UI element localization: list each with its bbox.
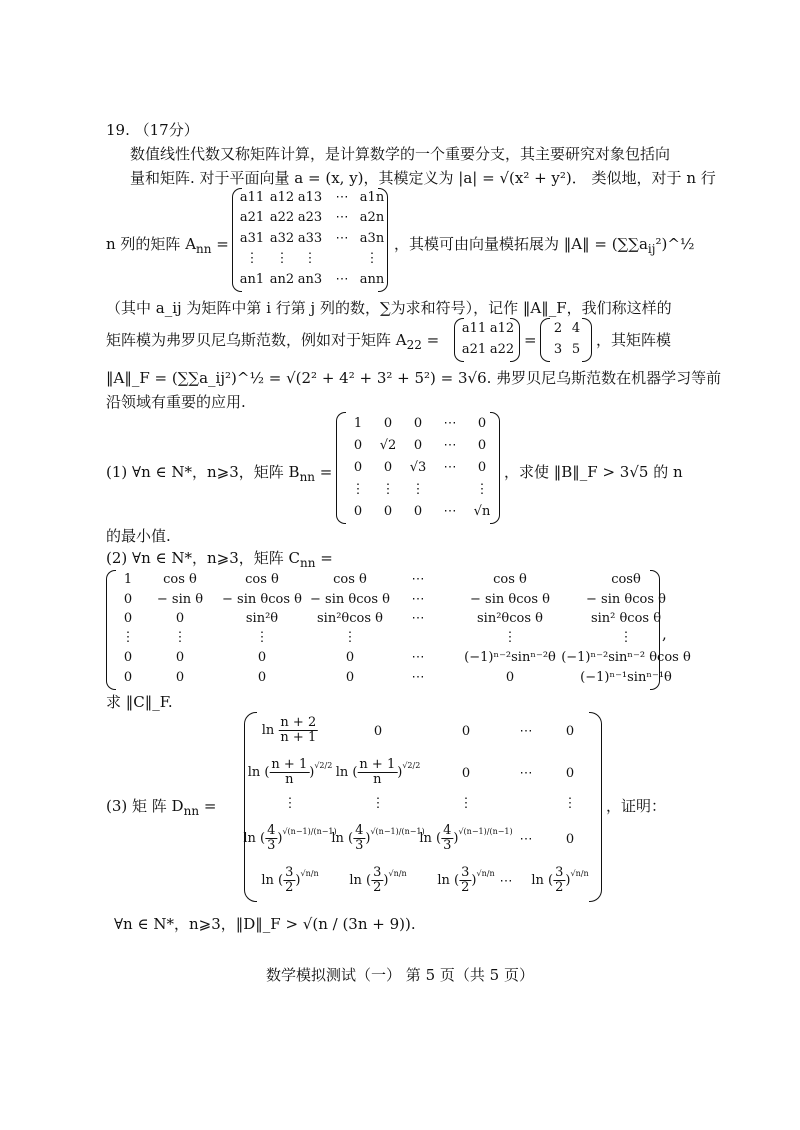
matrix-cell: ⋯ [443,438,457,453]
matrix-cell: 0 [383,416,393,431]
matrix-cell-ln: ln ( $\frac{3}{2}$ )$^{√n/n}$ [349,865,407,895]
matrix-cell: 0 [175,670,185,685]
matrix-cell: 1 [123,572,133,587]
matrix-cell: − sin θcos θ [470,592,550,607]
matrix-cell: 0 [413,438,423,453]
matrix-cell: 0 [383,504,393,519]
matrix-cell: 0 [353,438,363,453]
matrix-cell: 0 [353,460,363,475]
matrix-cell: − sin θcos θ [586,592,666,607]
matrix-cell: 0 [461,766,471,781]
matrix-cell: sin²θcos θ [317,611,383,626]
matrix-cell: ⋯ [443,416,457,431]
matrix-cell: ⋮ [351,482,365,497]
matrix-cell: sin² θcos θ [590,611,662,626]
matrix-cell-ln: ln ( $\frac{4}{3}$ )$^{√(n-1)/(n-1)}$ [419,823,513,853]
matrix-d-nn [244,712,602,902]
matrix-cell: √n [473,504,491,519]
matrix-cell: ⋯ [335,190,349,205]
matrix-cell: 0 [123,650,133,665]
matrix-cell: a21 [461,342,487,357]
matrix-cell: 0 [257,670,267,685]
matrix-cell: 0 [461,724,471,739]
matrix-cell: 0 [175,611,185,626]
matrix-cell: a2n [359,210,385,225]
matrix-cell: (−1)ⁿ⁻¹sinⁿ⁻¹θ [580,670,672,685]
matrix-cell: ⋮ [283,796,297,811]
matrix-cell: 0 [123,592,133,607]
matrix-cell-ln: ln ( $\frac{3}{2}$ )$^{√n/n}$ [531,865,589,895]
matrix-cell: ⋯ [411,572,425,587]
part1-prefix: (1) ∀n ∈ N*，n⩾3，矩阵 $B_{nn}$ = [106,463,333,484]
intro-line-6: ‖A‖_F = (∑∑a_ij²)^½ = √(2² + 4² + 3² + 5²) = 3√6. 弗罗贝尼乌斯范数在机器学习等前 [106,369,722,387]
bracket-left [336,412,346,524]
matrix-cell: ⋮ [381,482,395,497]
matrix-cell: ⋯ [519,724,533,739]
comma: , [662,625,667,643]
part3-conclusion: ∀n ∈ N*，n⩾3，‖D‖_F > √(n / (3n + 9)). [114,915,416,933]
problem-score: （17分） [134,121,199,139]
matrix-cell: 0 [175,650,185,665]
bracket-left [244,712,257,902]
matrix-cell: 0 [123,611,133,626]
matrix-cell: 0 [505,670,515,685]
part2-ask: 求 ‖C‖_F. [106,693,173,711]
problem-number: 19. [106,121,130,139]
matrix-cell: ⋯ [411,650,425,665]
matrix-cell: ⋮ [563,796,577,811]
matrix-cell-ln: ln $\frac{n + 2}{n + 1}$ [261,715,317,745]
matrix-cell: a11 [461,321,487,336]
matrix-cell: 1 [353,416,363,431]
part3-prefix: (3) 矩 阵 $D_{nn}$ = [106,797,217,818]
matrix-cell-ln: ln ( $\frac{4}{3}$ )$^{√(n-1)/(n-1)}$ [331,823,425,853]
matrix-cell: a33 [297,231,323,246]
matrix-cell: a21 [239,210,265,225]
matrix-cell: 0 [383,460,393,475]
matrix-cell: ⋮ [475,482,489,497]
matrix-cell: − sin θcos θ [222,592,302,607]
matrix-cell: a23 [297,210,323,225]
matrix-cell: 0 [373,724,383,739]
intro-line-1: 数值线性代数又称矩阵计算，是计算数学的一个重要分支，其主要研究对象包括向 [130,145,671,163]
matrix-cell: 0 [345,650,355,665]
matrix-cell: a22 [269,210,295,225]
matrix-cell: √2 [379,438,397,453]
matrix-cell: ⋮ [503,630,517,645]
matrix-cell: a3n [359,231,385,246]
matrix-a22-values [540,318,592,362]
matrix-cell: ⋯ [499,874,513,889]
intro-line-4: （其中 a_ij 为矩阵中第 i 行第 j 列的数，∑为求和符号），记作 ‖A‖_F，我们称这样的 [106,299,672,317]
matrix-cell: 3 [553,342,563,357]
problem-header [106,120,199,140]
matrix-cell: an1 [239,272,265,287]
matrix-cell: 0 [565,724,575,739]
matrix-cell: 0 [413,504,423,519]
matrix-cell: cos θ [493,572,527,587]
matrix-cell: 0 [477,416,487,431]
matrix-c-nn [106,570,691,690]
matrix-cell: a12 [269,190,295,205]
matrix-cell: ⋯ [335,231,349,246]
matrix-cell: 0 [565,766,575,781]
matrix-cell: ⋯ [519,766,533,781]
bracket-right [582,318,592,362]
matrix-cell: 0 [413,416,423,431]
matrix-cell: cos θ [333,572,367,587]
matrix-cell-ln: ln ( $\frac{n + 1}{n}$ )$^{√2/2}$ [247,757,333,787]
matrix-cell: ⋮ [255,630,269,645]
matrix-cell: a13 [297,190,323,205]
part1-tail: 的最小值. [106,527,171,545]
matrix-cell-ln: ln ( $\frac{3}{2}$ )$^{√n/n}$ [261,865,319,895]
matrix-cell: 0 [345,670,355,685]
matrix-cell: 2 [553,321,563,336]
bracket-left [106,570,116,690]
matrix-cell: ⋯ [411,592,425,607]
matrix-cell: a31 [239,231,265,246]
matrix-cell: (−1)ⁿ⁻²sinⁿ⁻²θ [464,650,556,665]
matrix-cell: an2 [269,272,295,287]
matrix-cell: sin²θ [245,611,279,626]
matrix-cell: ⋮ [303,251,317,266]
matrix-cell: ⋯ [443,504,457,519]
matrix-cell: 0 [477,438,487,453]
matrix-cell: a22 [489,342,515,357]
matrix-cell: ⋮ [343,630,357,645]
matrix-cell-ln: ln ( $\frac{3}{2}$ )$^{√n/n}$ [437,865,495,895]
matrix-cell: ⋯ [443,460,457,475]
matrix-cell: 0 [477,460,487,475]
intro-line-5-prefix: 矩阵模为弗罗贝尼乌斯范数，例如对于矩阵 $A_{22}$ = [106,331,440,352]
matrix-b-nn [336,412,500,524]
matrix-cell: ⋮ [173,630,187,645]
part2-prefix: (2) ∀n ∈ N*，n⩾3，矩阵 $C_{nn}$ = [106,549,333,570]
equals-sign: = [524,331,537,349]
matrix-cell: cos θ [245,572,279,587]
matrix-cell: ⋮ [459,796,473,811]
intro-line-2: 量和矩阵. 对于平面向量 a = (x, y)，其模定义为 |a| = √(x² + y²)． 类似地，对于 n 行 [130,169,716,187]
matrix-cell: ⋯ [411,611,425,626]
matrix-cell: 0 [123,670,133,685]
matrix-cell: ⋯ [335,210,349,225]
matrix-cell-ln: ln ( $\frac{4}{3}$ )$^{√(n-1)/(n-1)}$ [243,823,337,853]
matrix-cell: sin²θcos θ [477,611,543,626]
matrix-cell: 0 [353,504,363,519]
intro-line-7: 沿领域有重要的应用. [106,393,246,411]
matrix-cell: a1n [359,190,385,205]
matrix-cell: a12 [489,321,515,336]
matrix-cell: an3 [297,272,323,287]
matrix-cell: a11 [239,190,265,205]
bracket-right [589,712,602,902]
matrix-cell: a32 [269,231,295,246]
matrix-a-nn [232,188,388,292]
matrix-cell: 0 [565,832,575,847]
bracket-left [540,318,550,362]
matrix-cell: ⋮ [245,251,259,266]
matrix-cell: 4 [571,321,581,336]
matrix-cell: ⋮ [371,796,385,811]
matrix-a22-symbolic [454,318,520,362]
matrix-cell: (−1)ⁿ⁻²sinⁿ⁻² θcos θ [561,650,691,665]
matrix-cell: cosθ [611,572,641,587]
intro-line-3-prefix: n 列的矩阵 $A_{nn}$ = [106,235,229,256]
matrix-cell: ⋮ [411,482,425,497]
matrix-cell: ⋮ [365,251,379,266]
matrix-cell-ln: ln ( $\frac{n + 1}{n}$ )$^{√2/2}$ [335,757,421,787]
matrix-cell: ann [359,272,385,287]
matrix-cell: ⋯ [335,272,349,287]
bracket-right [490,412,500,524]
page-footer: 数学模拟测试（一） 第 5 页（共 5 页） [266,966,534,984]
matrix-cell: − sin θcos θ [310,592,390,607]
matrix-cell: − sin θ [156,592,204,607]
matrix-cell: ⋯ [411,670,425,685]
matrix-cell: 0 [257,650,267,665]
matrix-cell: ⋯ [519,832,533,847]
intro-line-3-suffix: ，其模可由向量模拓展为 ‖A‖ = $(\sum\sum a_{ij}^2)\^{}\frac{1}{2}$ [394,235,695,256]
part1-suffix: ，求使 ‖B‖_F > 3√5 的 n [504,463,683,481]
matrix-cell: ⋮ [121,630,135,645]
matrix-cell: 5 [571,342,581,357]
matrix-cell: ⋮ [619,630,633,645]
part3-suffix: ，证明： [606,797,667,815]
intro-line-5-suffix: ，其矩阵模 [596,331,672,349]
matrix-cell: ⋮ [275,251,289,266]
matrix-cell: √3 [409,460,427,475]
matrix-cell: cos θ [163,572,197,587]
